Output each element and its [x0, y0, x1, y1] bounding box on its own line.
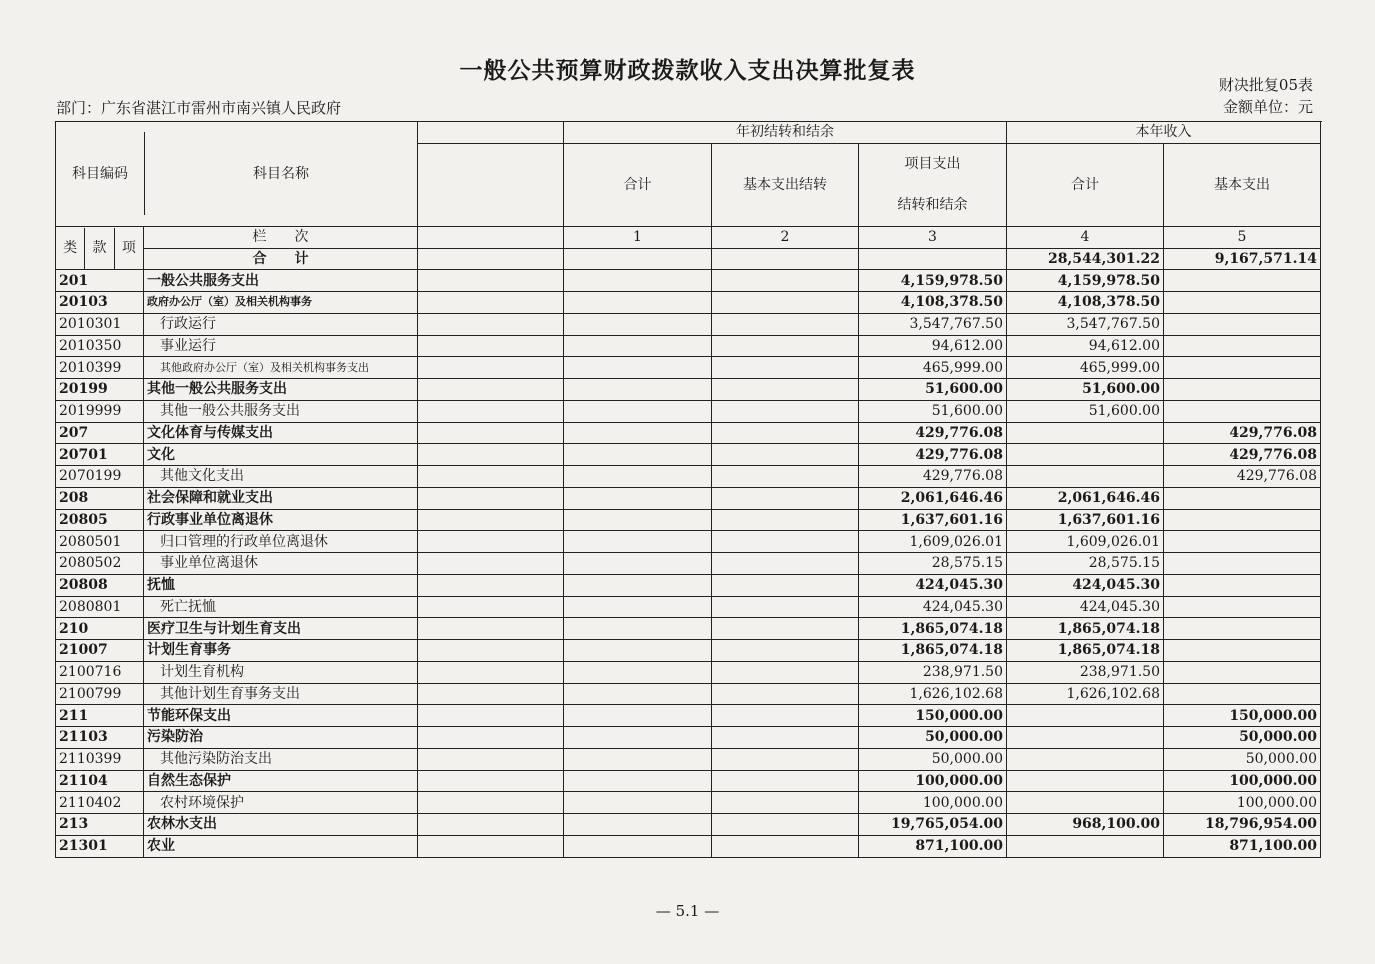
table-row: [56, 313, 1321, 335]
row-c4: 94,612.00: [859, 335, 1007, 357]
row-c2: [564, 574, 712, 596]
header-g1-basic: 基本支出结转: [712, 143, 859, 226]
row-code: 2110399: [56, 748, 144, 770]
page-number: — 5.1 —: [655, 902, 720, 920]
row-c4: 3,547,767.50: [859, 313, 1007, 335]
row-name: 其他政府办公厅（室）及相关机构事务支出: [144, 357, 418, 379]
row-name: 自然生态保护: [144, 770, 418, 792]
row-c2: [564, 705, 712, 727]
row-code: 20103: [56, 292, 144, 314]
row-name: 文化: [144, 444, 418, 466]
row-c2: [564, 792, 712, 814]
row-c5: [1007, 727, 1164, 749]
row-c6: 100,000.00: [1164, 770, 1321, 792]
table-row: [56, 792, 1321, 814]
row-name: 一般公共服务支出: [144, 270, 418, 292]
table-row: [56, 748, 1321, 770]
row-c4: 4,159,978.50: [859, 270, 1007, 292]
row-code: 20199: [56, 379, 144, 401]
row-c3: [712, 792, 859, 814]
row-c4: 51,600.00: [859, 379, 1007, 401]
row-c6: [1164, 487, 1321, 509]
row-c6: [1164, 313, 1321, 335]
row-c2: [564, 335, 712, 357]
document-code: 财决批复05表: [1218, 76, 1313, 94]
header-g2-total: 合计: [1007, 143, 1164, 226]
table-row: [56, 814, 1321, 836]
row-code: 211: [56, 705, 144, 727]
table-row: [56, 553, 1321, 575]
header-g1-project-line1: 项目支出: [904, 155, 961, 172]
row-c3: [712, 487, 859, 509]
row-code: 20701: [56, 444, 144, 466]
cell-blank: [859, 248, 1007, 270]
row-c4: 238,971.50: [859, 661, 1007, 683]
row-c2: [564, 400, 712, 422]
row-c5: 1,865,074.18: [1007, 618, 1164, 640]
cell-blank: [712, 248, 859, 270]
row-code: 2100799: [56, 683, 144, 705]
row-c6: 50,000.00: [1164, 727, 1321, 749]
row-c6: [1164, 270, 1321, 292]
row-c4: 51,600.00: [859, 400, 1007, 422]
row-code: 2019999: [56, 400, 144, 422]
row-c4: 1,865,074.18: [859, 640, 1007, 662]
row-c5: 968,100.00: [1007, 814, 1164, 836]
table-row: [56, 270, 1321, 292]
header-name: 科目名称: [253, 165, 309, 182]
row-c5: 51,600.00: [1007, 400, 1164, 422]
row-c2: [564, 661, 712, 683]
row-c5: 4,159,978.50: [1007, 270, 1164, 292]
row-name: 归口管理的行政单位离退休: [144, 531, 418, 553]
row-c3: [712, 770, 859, 792]
table-row: [56, 640, 1321, 662]
header-g1-project: [859, 143, 1007, 226]
table-row: [56, 292, 1321, 314]
row-c2: [564, 357, 712, 379]
row-c4: 100,000.00: [859, 792, 1007, 814]
header-lkx-block: [56, 226, 144, 270]
row-code: 21103: [56, 727, 144, 749]
row-c3: [712, 683, 859, 705]
row-code: 2080801: [56, 596, 144, 618]
row-c5: 424,045.30: [1007, 596, 1164, 618]
row-c5: [1007, 835, 1164, 857]
row-c6: 429,776.08: [1164, 466, 1321, 488]
row-c1: [418, 814, 564, 836]
row-c3: [712, 379, 859, 401]
row-c3: [712, 748, 859, 770]
row-c5: 4,108,378.50: [1007, 292, 1164, 314]
table-row: [56, 727, 1321, 749]
row-c2: [564, 770, 712, 792]
row-name: 死亡抚恤: [144, 596, 418, 618]
row-c6: [1164, 574, 1321, 596]
row-c1: [418, 292, 564, 314]
row-name: 政府办公厅（室）及相关机构事务: [144, 292, 418, 314]
row-c4: 1,865,074.18: [859, 618, 1007, 640]
row-c5: [1007, 705, 1164, 727]
row-c1: [418, 422, 564, 444]
table-row: [56, 400, 1321, 422]
row-c5: 238,971.50: [1007, 661, 1164, 683]
col-num-5: 5: [1164, 226, 1321, 248]
header-income-group: 本年收入: [1007, 122, 1321, 144]
row-c4: 424,045.30: [859, 574, 1007, 596]
row-c2: [564, 466, 712, 488]
row-c3: [712, 553, 859, 575]
row-c1: [418, 357, 564, 379]
row-c3: [712, 531, 859, 553]
row-c4: 1,626,102.68: [859, 683, 1007, 705]
row-c4: 429,776.08: [859, 444, 1007, 466]
row-c5: 424,045.30: [1007, 574, 1164, 596]
header-code-name-block: [56, 122, 418, 227]
row-c1: [418, 727, 564, 749]
row-c2: [564, 814, 712, 836]
row-c5: [1007, 792, 1164, 814]
row-c2: [564, 727, 712, 749]
row-code: 213: [56, 814, 144, 836]
page-title: 一般公共预算财政拨款收入支出决算批复表: [459, 57, 916, 84]
table-row: [56, 466, 1321, 488]
row-c5: [1007, 770, 1164, 792]
row-c6: [1164, 400, 1321, 422]
header-kuan: 款: [85, 228, 114, 269]
row-c5: 1,609,026.01: [1007, 531, 1164, 553]
row-c6: [1164, 661, 1321, 683]
row-name: 计划生育事务: [144, 640, 418, 662]
row-c1: [418, 313, 564, 335]
row-c1: [418, 748, 564, 770]
budget-table: [55, 121, 1321, 858]
table-row: [56, 487, 1321, 509]
row-name: 农业: [144, 835, 418, 857]
table-row: [56, 422, 1321, 444]
row-name: 行政运行: [144, 313, 418, 335]
row-c1: [418, 661, 564, 683]
header-code: 科目编码: [56, 132, 145, 215]
col-num-1: 1: [564, 226, 712, 248]
row-c1: [418, 705, 564, 727]
header-blank: [418, 122, 564, 144]
row-c5: 1,865,074.18: [1007, 640, 1164, 662]
row-c6: [1164, 683, 1321, 705]
row-c1: [418, 596, 564, 618]
row-c2: [564, 640, 712, 662]
row-c2: [564, 618, 712, 640]
row-c1: [418, 618, 564, 640]
row-c2: [564, 422, 712, 444]
row-c1: [418, 553, 564, 575]
row-code: 21301: [56, 835, 144, 857]
table-row: [56, 683, 1321, 705]
row-c3: [712, 313, 859, 335]
row-c1: [418, 792, 564, 814]
row-c6: [1164, 335, 1321, 357]
row-c3: [712, 292, 859, 314]
row-c1: [418, 509, 564, 531]
table-row: [56, 509, 1321, 531]
row-c1: [418, 640, 564, 662]
row-c3: [712, 444, 859, 466]
row-name: 节能环保支出: [144, 705, 418, 727]
table-row: [56, 531, 1321, 553]
row-c2: [564, 487, 712, 509]
row-name: 其他污染防治支出: [144, 748, 418, 770]
row-c4: 429,776.08: [859, 466, 1007, 488]
row-c1: [418, 574, 564, 596]
row-c6: [1164, 553, 1321, 575]
table-row: [56, 574, 1321, 596]
row-c2: [564, 313, 712, 335]
row-code: 20808: [56, 574, 144, 596]
table-row: [56, 444, 1321, 466]
row-c3: [712, 422, 859, 444]
row-code: 2010350: [56, 335, 144, 357]
col-num-2: 2: [712, 226, 859, 248]
row-name: 农林水支出: [144, 814, 418, 836]
row-c2: [564, 835, 712, 857]
row-c1: [418, 835, 564, 857]
row-c6: 100,000.00: [1164, 792, 1321, 814]
row-c5: 51,600.00: [1007, 379, 1164, 401]
row-c1: [418, 444, 564, 466]
row-name: 污染防治: [144, 727, 418, 749]
row-c5: 2,061,646.46: [1007, 487, 1164, 509]
row-c5: 94,612.00: [1007, 335, 1164, 357]
cell-blank: [418, 248, 564, 270]
row-c4: 28,575.15: [859, 553, 1007, 575]
row-c3: [712, 640, 859, 662]
row-c2: [564, 292, 712, 314]
row-c1: [418, 770, 564, 792]
row-code: 2080501: [56, 531, 144, 553]
row-code: 207: [56, 422, 144, 444]
row-name: 其他一般公共服务支出: [144, 379, 418, 401]
row-c1: [418, 466, 564, 488]
row-code: 20805: [56, 509, 144, 531]
header-xiang: 项: [121, 239, 136, 256]
row-c1: [418, 270, 564, 292]
row-c6: [1164, 357, 1321, 379]
row-c6: [1164, 292, 1321, 314]
row-c4: 150,000.00: [859, 705, 1007, 727]
row-c5: 1,637,601.16: [1007, 509, 1164, 531]
row-c4: 50,000.00: [859, 748, 1007, 770]
row-code: 2080502: [56, 553, 144, 575]
table-row: [56, 661, 1321, 683]
header-g2-basic: 基本支出: [1164, 143, 1321, 226]
row-name: 其他计划生育事务支出: [144, 683, 418, 705]
row-name: 事业运行: [144, 335, 418, 357]
row-c5: [1007, 466, 1164, 488]
table-row: [56, 357, 1321, 379]
row-c4: 429,776.08: [859, 422, 1007, 444]
row-c4: 1,637,601.16: [859, 509, 1007, 531]
row-c4: 2,061,646.46: [859, 487, 1007, 509]
row-c5: 1,626,102.68: [1007, 683, 1164, 705]
header-lanci: 栏 次: [144, 226, 418, 248]
row-c6: 18,796,954.00: [1164, 814, 1321, 836]
row-name: 计划生育机构: [144, 661, 418, 683]
row-c4: 1,609,026.01: [859, 531, 1007, 553]
row-c2: [564, 509, 712, 531]
row-code: 21104: [56, 770, 144, 792]
row-c6: 871,100.00: [1164, 835, 1321, 857]
row-c3: [712, 270, 859, 292]
col-num-4: 4: [1007, 226, 1164, 248]
row-c5: [1007, 748, 1164, 770]
row-name: 农村环境保护: [144, 792, 418, 814]
row-c3: [712, 574, 859, 596]
table-row: [56, 335, 1321, 357]
table-row: [56, 835, 1321, 857]
row-c3: [712, 705, 859, 727]
row-c4: 4,108,378.50: [859, 292, 1007, 314]
row-c2: [564, 596, 712, 618]
col-blank: [418, 226, 564, 248]
row-name: 文化体育与传媒支出: [144, 422, 418, 444]
department-label: 部门：广东省湛江市雷州市南兴镇人民政府: [56, 99, 342, 117]
row-code: 201: [56, 270, 144, 292]
row-c6: [1164, 509, 1321, 531]
row-c2: [564, 553, 712, 575]
header-lei: 类: [56, 228, 85, 269]
row-c1: [418, 335, 564, 357]
row-c2: [564, 379, 712, 401]
header-carryover-group: 年初结转和结余: [564, 122, 1007, 144]
table-row: [56, 596, 1321, 618]
row-name: 社会保障和就业支出: [144, 487, 418, 509]
row-c6: [1164, 618, 1321, 640]
row-c1: [418, 379, 564, 401]
table-row: [56, 618, 1321, 640]
row-name: 其他文化支出: [144, 466, 418, 488]
row-c4: 465,999.00: [859, 357, 1007, 379]
total-row: [56, 248, 1321, 270]
row-c4: 871,100.00: [859, 835, 1007, 857]
row-c3: [712, 661, 859, 683]
row-code: 2010301: [56, 313, 144, 335]
row-c3: [712, 400, 859, 422]
header-g1-total: 合计: [564, 143, 712, 226]
row-c3: [712, 357, 859, 379]
row-c2: [564, 531, 712, 553]
row-c2: [564, 444, 712, 466]
row-c1: [418, 487, 564, 509]
row-code: 2110402: [56, 792, 144, 814]
row-c5: 465,999.00: [1007, 357, 1164, 379]
row-c6: [1164, 640, 1321, 662]
total-label: 合 计: [144, 248, 418, 270]
row-c6: 429,776.08: [1164, 422, 1321, 444]
row-c4: 424,045.30: [859, 596, 1007, 618]
row-name: 抚恤: [144, 574, 418, 596]
row-c6: 50,000.00: [1164, 748, 1321, 770]
row-c6: [1164, 596, 1321, 618]
row-c5: [1007, 444, 1164, 466]
row-c1: [418, 400, 564, 422]
row-name: 医疗卫生与计划生育支出: [144, 618, 418, 640]
row-c4: 50,000.00: [859, 727, 1007, 749]
row-c2: [564, 748, 712, 770]
table-row: [56, 379, 1321, 401]
row-c5: 3,547,767.50: [1007, 313, 1164, 335]
col-num-3: 3: [859, 226, 1007, 248]
row-c6: [1164, 531, 1321, 553]
table-row: [56, 770, 1321, 792]
row-code: 2070199: [56, 466, 144, 488]
row-c3: [712, 727, 859, 749]
row-c1: [418, 531, 564, 553]
row-c4: 100,000.00: [859, 770, 1007, 792]
row-name: 其他一般公共服务支出: [144, 400, 418, 422]
amount-unit: 金额单位：元: [1222, 98, 1313, 116]
row-name: 行政事业单位离退休: [144, 509, 418, 531]
row-c3: [712, 814, 859, 836]
row-c3: [712, 466, 859, 488]
row-c4: 19,765,054.00: [859, 814, 1007, 836]
row-c5: 28,575.15: [1007, 553, 1164, 575]
row-c6: 429,776.08: [1164, 444, 1321, 466]
row-c3: [712, 596, 859, 618]
row-c3: [712, 335, 859, 357]
row-c6: 150,000.00: [1164, 705, 1321, 727]
row-c3: [712, 835, 859, 857]
total-c5: 9,167,571.14: [1164, 248, 1321, 270]
table-row: [56, 705, 1321, 727]
row-code: 2010399: [56, 357, 144, 379]
row-c3: [712, 618, 859, 640]
row-c3: [712, 509, 859, 531]
row-c2: [564, 683, 712, 705]
row-c6: [1164, 379, 1321, 401]
row-c5: [1007, 422, 1164, 444]
row-code: 21007: [56, 640, 144, 662]
row-name: 事业单位离退休: [144, 553, 418, 575]
row-code: 2100716: [56, 661, 144, 683]
row-code: 210: [56, 618, 144, 640]
header-g1-project-line2: 结转和结余: [897, 196, 968, 213]
row-c2: [564, 270, 712, 292]
cell-blank: [564, 248, 712, 270]
row-code: 208: [56, 487, 144, 509]
total-c4: 28,544,301.22: [1007, 248, 1164, 270]
row-c1: [418, 683, 564, 705]
header-blank-col: [418, 143, 564, 226]
